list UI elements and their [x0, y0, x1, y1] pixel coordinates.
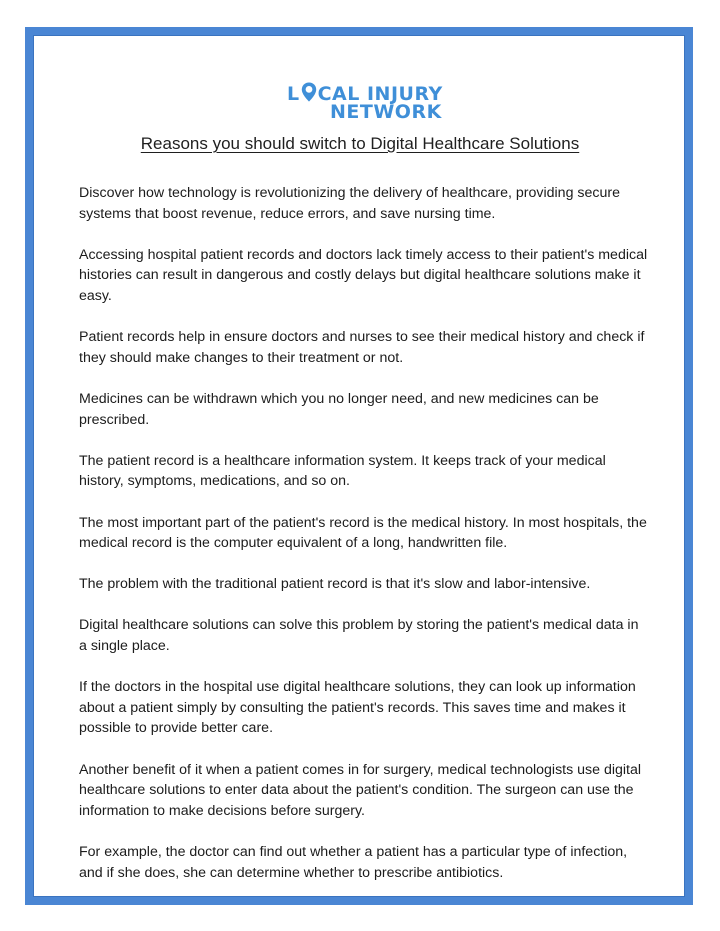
paragraph: Another benefit of it when a patient comes in for surgery, medical technologists use digital healthcare solutions to enter data about the patient's condition. The surgeon can use the information to make decisions before surgery.	[79, 761, 642, 819]
paragraph: Patient records help in ensure doctors and nurses to see their medical history and check if they should make changes to their treatment or not.	[79, 329, 645, 366]
logo-text-l: L	[287, 83, 300, 105]
paragraph: Accessing hospital patient records and doctors lack timely access to their patient's medical histories can result in dangerous and costly delays but digital healthcare solutions make it easy.	[79, 246, 648, 304]
article-body	[79, 183, 649, 904]
logo-line-2: NETWORK	[330, 101, 442, 123]
location-pin-icon	[301, 82, 317, 106]
paragraph: Digital healthcare solutions can solve this problem by storing the patient's medical data in a single place.	[79, 617, 639, 655]
local-injury-network-logo	[287, 82, 447, 126]
paragraph: If the doctors in the hospital use digital healthcare solutions, they can look up information about a patient simply by consulting the patient's records. This saves time and makes it possible to provide better care.	[79, 679, 636, 737]
paragraph: The problem with the traditional patient record is that it's slow and labor-intensive.	[79, 576, 591, 593]
paragraph: Medicines can be withdrawn which you no longer need, and new medicines can be prescribed.	[79, 390, 599, 428]
paragraph: The most important part of the patient's record is the medical history. In most hospitals, the medical record is the computer equivalent of a long, handwritten file.	[79, 514, 647, 552]
page-title: Reasons you should switch to Digital Healthcare Solutions	[140, 134, 580, 153]
paragraph: The patient record is a healthcare information system. It keeps track of your medical history, symptoms, medications, and so on.	[79, 452, 606, 490]
paragraph: Discover how technology is revolutionizing the delivery of healthcare, providing secure systems that boost revenue, reduce errors, and save nursing time.	[79, 185, 620, 222]
logo-text-cal-injury: CAL INJURY	[317, 83, 443, 105]
paragraph: For example, the doctor can find out whether a patient has a particular type of infection, and if she does, she can determine whether to prescribe antibiotics.	[79, 844, 628, 881]
